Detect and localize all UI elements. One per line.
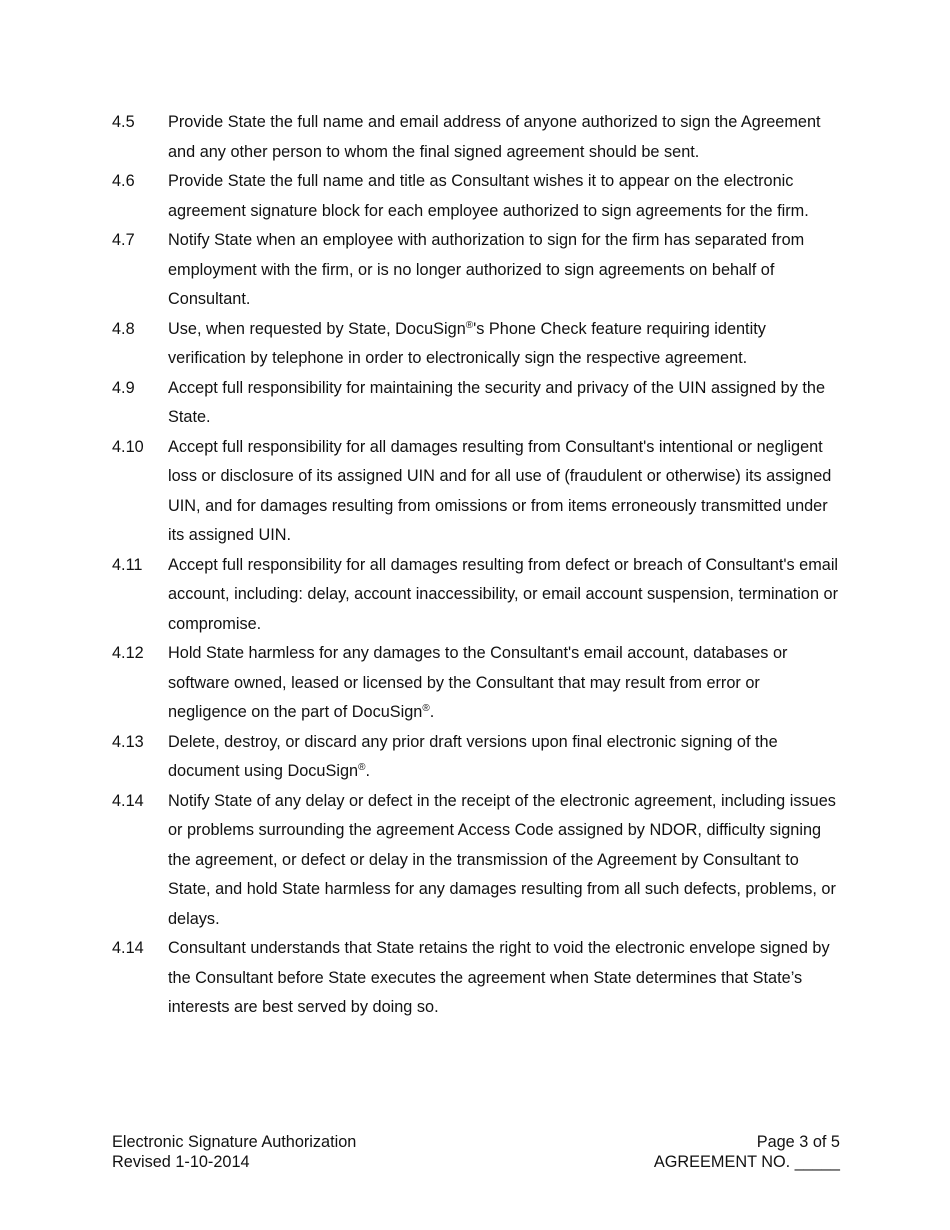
clause-4-14: [112, 787, 842, 935]
clause-4-6: [112, 167, 842, 226]
footer-doc-title: Electronic Signature Authorization: [112, 1133, 357, 1151]
clause-text: [168, 315, 842, 374]
clause-text: Notify State of any delay or defect in the receipt of the electronic agreement, including issues or problems surrounding the agreement Access Code assigned by NDOR, difficulty signing the agreement, or defect or delay in the transmission of the Agreement by Consultant to State, and hold State harmless for any damages resulting from all such defects, problems, or delays.: [168, 791, 836, 928]
clause-number: 4.10: [112, 437, 144, 456]
clause-text: Notify State when an employee with authorization to sign for the firm has separated from employment with the firm, or is no longer authorized to sign agreements on behalf of Consultant.: [168, 231, 805, 308]
clause-4-8: [112, 315, 842, 374]
clause-4-10: [112, 433, 842, 551]
clause-text: Provide State the full name and email address of anyone authorized to sign the Agreement and any other person to whom the final signed agreement should be sent.: [168, 113, 821, 161]
clause-list: [112, 108, 842, 1023]
clause-4-13: [112, 728, 842, 787]
clause-text: Provide State the full name and title as Consultant wishes it to appear on the electronic agreement signature block for each employee authorized to sign agreements for the firm.: [168, 172, 809, 220]
clause-4-14-void: [112, 934, 842, 1023]
clause-text: [168, 639, 842, 728]
footer-revision: Revised 1-10-2014: [112, 1152, 250, 1171]
clause-4-9: [112, 374, 842, 433]
clause-text-end: 's Phone Check feature requiring identity verification by telephone in order to electronically sign the respective agreement.: [168, 319, 766, 367]
footer-right: [654, 1133, 840, 1172]
clause-text: [168, 728, 842, 787]
clause-text-end: .: [429, 703, 435, 721]
clause-number: 4.7: [112, 231, 135, 249]
footer-left: [112, 1133, 356, 1172]
clause-number: 4.9: [112, 378, 135, 397]
clause-text: Accept full responsibility for all damages resulting from defect or breach of Consultant's email account, including: delay, account inaccessibility, or email account suspension, termination or compromise.: [168, 555, 839, 633]
registered-mark: ®: [422, 703, 430, 714]
clause-number: 4.6: [112, 172, 135, 190]
clause-number: 4.11: [112, 555, 143, 574]
registered-mark: ®: [358, 762, 366, 773]
clause-number: 4.12: [112, 644, 144, 662]
agreement-number: AGREEMENT NO. _____: [653, 1152, 840, 1171]
clause-text-start: Hold State harmless for any damages to the Consultant's email account, databases or software owned, leased or licensed by the Consultant that may result from error or negligence on the part of DocuSign: [168, 644, 788, 721]
page-number: Page 3 of 5: [756, 1133, 840, 1151]
registered-mark: ®: [465, 319, 474, 331]
clause-text-start: Delete, destroy, or discard any prior draft versions upon final electronic signing of the document using DocuSign: [168, 732, 778, 780]
clause-text: Accept full responsibility for maintaining the security and privacy of the UIN assigned by the State.: [168, 378, 826, 426]
clause-number: 4.14: [112, 939, 144, 957]
clause-4-11: [112, 551, 842, 640]
clause-number: 4.8: [112, 319, 135, 338]
clause-4-7: [112, 226, 842, 315]
clause-text: Consultant understands that State retains the right to void the electronic envelope signed by the Consultant before State executes the agreement when State determines that State’s interests are best served by doing so.: [168, 939, 830, 1016]
clause-text: Accept full responsibility for all damages resulting from Consultant's intentional or negligent loss or disclosure of its assigned UIN and for all use of (fraudulent or otherwise) its assigned UIN, and for damages resulting from omissions or from items erroneously transmitted under its assigned UIN.: [168, 437, 832, 544]
clause-4-12: [112, 639, 842, 728]
clause-text-start: Use, when requested by State, DocuSign: [168, 319, 466, 338]
clause-number: 4.13: [112, 732, 144, 751]
clause-4-5: [112, 108, 842, 167]
clause-number: 4.14: [112, 791, 144, 810]
clause-text-end: .: [365, 762, 370, 780]
clause-number: 4.5: [112, 113, 135, 131]
